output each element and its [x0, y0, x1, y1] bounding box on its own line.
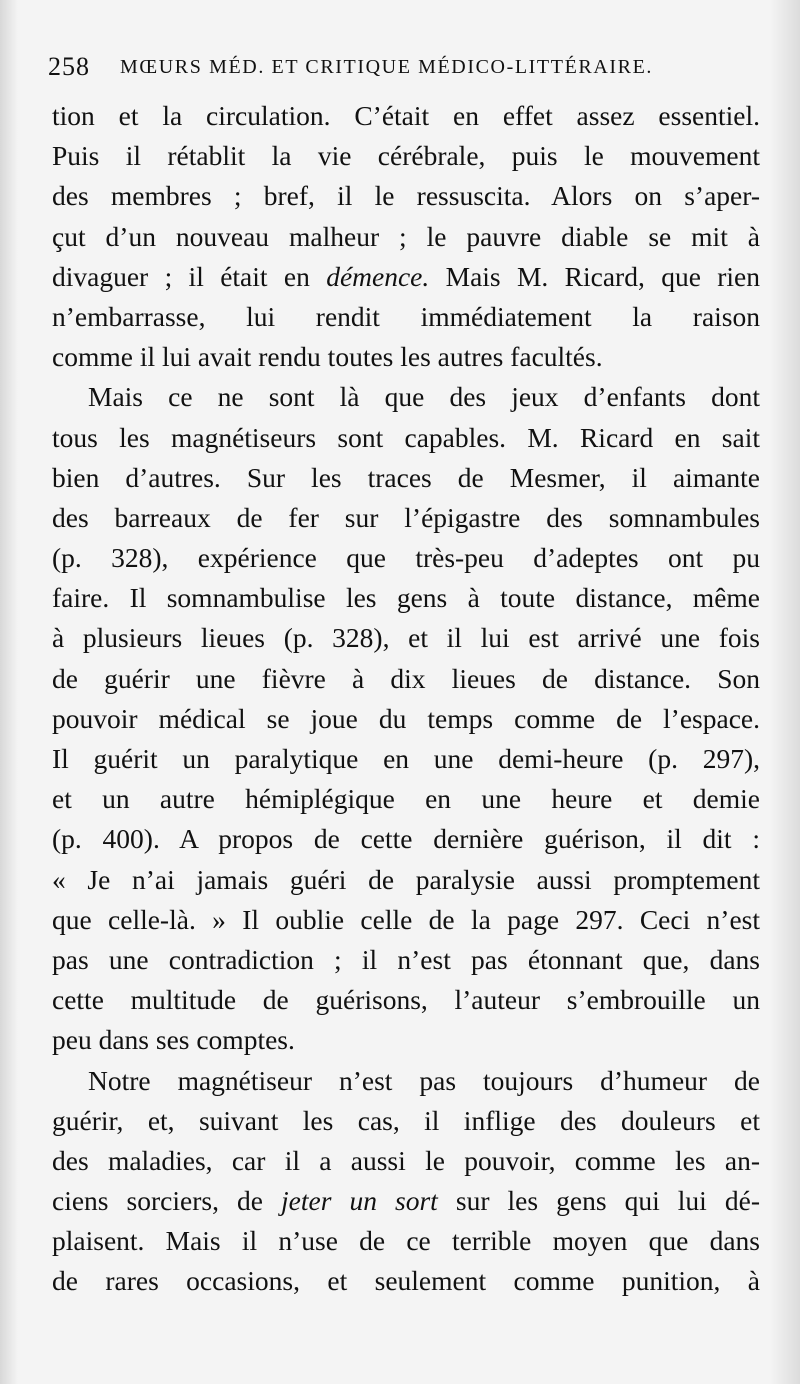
text-line: tous les magnétiseurs sont capables. M. Ricard en sait	[52, 421, 760, 453]
text-line: çut d’un nouveau malheur ; le pauvre diable se mit à	[52, 220, 760, 252]
text-line: « Je n’ai jamais guéri de paralysie aussi promptement	[52, 863, 760, 895]
text-line: tion et la circulation. C’était en effet assez essentiel.	[52, 100, 760, 131]
text-run: ciens sorciers, de	[52, 1185, 282, 1217]
paragraph-last-line: comme il lui avait rendu toutes les autres facultés.	[52, 341, 603, 373]
page-header	[48, 52, 728, 92]
text-line: des barreaux de fer sur l’épigastre des somnambules	[52, 501, 760, 533]
text-line: cette multitude de guérisons, l’auteur s’embrouille un	[52, 984, 760, 1016]
body-text	[52, 96, 760, 1302]
text-line: pouvoir médical se joue du temps comme de l’espace.	[52, 702, 760, 734]
text-line: à plusieurs lieues (p. 328), et il lui est arrivé une fois	[52, 622, 760, 654]
text-line: et un autre hémiplégique en une heure et demie	[52, 783, 760, 815]
text-line: faire. Il somnambulise les gens à toute distance, même	[52, 582, 760, 614]
text-run: sur les gens qui lui dé-	[437, 1185, 760, 1217]
text-line: (p. 328), expérience que très-peu d’adeptes ont pu	[52, 542, 760, 574]
text-line: de guérir une fièvre à dix lieues de distance. Son	[52, 662, 760, 694]
paragraph-first-line: Notre magnétiseur n’est pas toujours d’humeur de	[88, 1064, 760, 1096]
text-line: Il guérit un paralytique en une demi-heure (p. 297),	[52, 743, 760, 774]
text-line: des membres ; bref, il le ressuscita. Alors on s’aper-	[52, 180, 760, 212]
text-line	[52, 257, 760, 297]
text-line: n’embarrasse, lui rendit immédiatement la raison	[52, 300, 760, 332]
paragraph-first-line: Mais ce ne sont là que des jeux d’enfants dont	[88, 381, 760, 413]
text-line: que celle-là. » Il oublie celle de la page 297. Ceci n’est	[52, 903, 760, 935]
text-line: guérir, et, suivant les cas, il inflige des douleurs et	[52, 1104, 760, 1136]
page-gutter-shadow	[0, 0, 18, 1384]
italic-text: démence.	[326, 260, 430, 292]
text-line: plaisent. Mais il n’use de ce terrible moyen que dans	[52, 1225, 760, 1257]
text-run: divaguer ; il était en	[52, 260, 327, 292]
text-line: bien d’autres. Sur les traces de Mesmer, il aimante	[52, 461, 760, 493]
italic-text: jeter un sort	[281, 1185, 438, 1217]
text-line: de rares occasions, et seulement comme punition, à	[52, 1265, 760, 1297]
running-head: MŒURS MÉD. ET CRITIQUE MÉDICO-LITTÉRAIRE.	[120, 56, 653, 78]
text-line: (p. 400). A propos de cette dernière guérison, il dit :	[52, 823, 760, 855]
page-edge-shadow	[770, 0, 800, 1384]
text-line: pas une contradiction ; il n’est pas étonnant que, dans	[52, 943, 760, 975]
text-line: des maladies, car il a aussi le pouvoir, comme les an-	[52, 1144, 760, 1176]
page-number: 258	[48, 52, 90, 81]
text-run: Mais M. Ricard, que rien	[429, 260, 761, 292]
text-line	[52, 1181, 760, 1221]
text-line: Puis il rétablit la vie cérébrale, puis le mouvement	[52, 140, 760, 172]
paragraph-last-line: peu dans ses comptes.	[52, 1024, 295, 1056]
